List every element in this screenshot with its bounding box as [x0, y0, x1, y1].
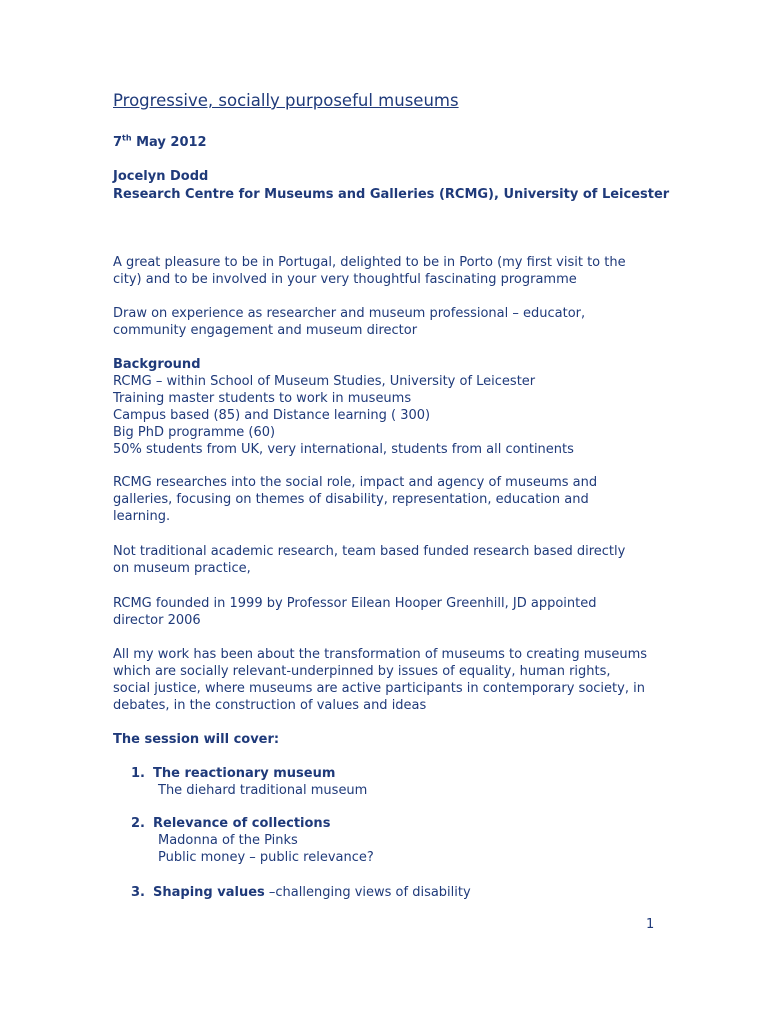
- document-title: Progressive, socially purposeful museums: [113, 91, 459, 110]
- document-date: 7th May 2012: [113, 133, 207, 150]
- research-paragraph: RCMG researches into the social role, impact and agency of museums and galleries, focusing on themes of disability, representation, education and learning.: [113, 475, 598, 524]
- list-item: 1. The reactionary museum The diehard traditional museum: [131, 766, 368, 798]
- author-affiliation: Research Centre for Museums and Galleries (RCMG), University of Leicester: [113, 187, 670, 202]
- background-section: Background RCMG – within School of Museum Studies, University of Leicester Training master students to work in museums Campus based (85) and Distance learning ( 300) Big PhD programme (60) 50% students from UK, very international, students from all continents: [113, 356, 673, 458]
- session-heading: The session will cover:: [113, 732, 280, 747]
- list-item: 2. Relevance of collections Madonna of the Pinks Public money – public relevance?: [131, 816, 374, 865]
- founded-paragraph: RCMG founded in 1999 by Professor Eilean Hooper Greenhill, JD appointed director 2006: [113, 596, 597, 628]
- page-number: 1: [646, 917, 655, 932]
- experience-paragraph: Draw on experience as researcher and museum professional – educator, community engagement and museum director: [113, 306, 586, 338]
- work-paragraph: All my work has been about the transformation of museums to creating museums which are socially relevant-underpinned by issues of equality, human rights, social justice, where museums are active participants in contemporary society, in debates, in the construction of values and ideas: [113, 647, 648, 713]
- author-name: Jocelyn Dodd: [113, 169, 209, 184]
- intro-paragraph: A great pleasure to be in Portugal, delighted to be in Porto (my first visit to the city) and to be involved in your very thoughtful fascinating programme: [113, 255, 626, 287]
- list-item: 3. Shaping values –challenging views of disability: [131, 885, 471, 900]
- not-traditional-paragraph: Not traditional academic research, team based funded research based directly on museum practice,: [113, 544, 626, 576]
- background-heading: Background: [113, 357, 201, 372]
